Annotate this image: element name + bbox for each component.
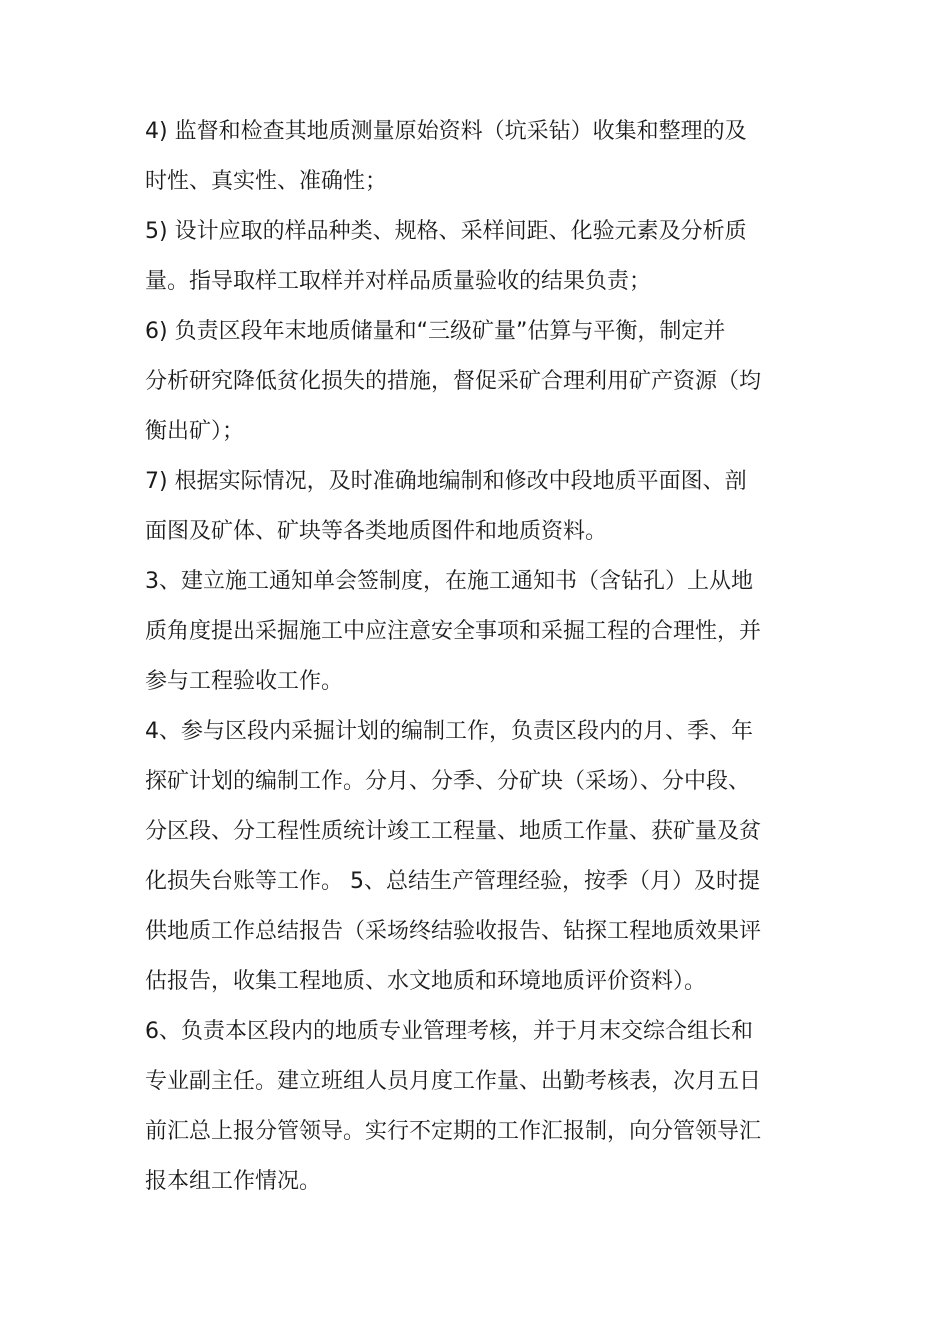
text-line: 6、负责本区段内的地质专业管理考核，并于月末交综合组长和 — [145, 1019, 753, 1044]
text-line: 分区段、分工程性质统计竣工工程量、地质工作量、获矿量及贫 — [145, 819, 762, 844]
text-line: 参与工程验收工作。 — [145, 669, 344, 694]
text-line: 7) 根据实际情况，及时准确地编制和修改中段地质平面图、剖 — [145, 469, 747, 494]
text-line: 分析研究降低贫化损失的措施，督促采矿合理利用矿产资源（均 — [145, 369, 762, 394]
text-line: 前汇总上报分管领导。实行不定期的工作汇报制，向分管领导汇 — [145, 1119, 762, 1144]
text-line: 专业副主任。建立班组人员月度工作量、出勤考核表，次月五日 — [145, 1069, 762, 1094]
text-line: 面图及矿体、矿块等各类地质图件和地质资料。 — [145, 519, 608, 544]
text-line: 估报告，收集工程地质、水文地质和环境地质评价资料）。 — [145, 969, 707, 994]
text-line: 化损失台账等工作。 5、总结生产管理经验，按季（月）及时提 — [145, 869, 760, 894]
text-line: 质角度提出采掘施工中应注意安全事项和采掘工程的合理性，并 — [145, 619, 762, 644]
text-line: 量。指导取样工取样并对样品质量验收的结果负责； — [145, 269, 652, 294]
text-line: 供地质工作总结报告（采场终结验收报告、钻探工程地质效果评 — [145, 919, 762, 944]
text-line: 5) 设计应取的样品种类、规格、采样间距、化验元素及分析质 — [145, 219, 747, 244]
text-line: 时性、真实性、准确性； — [145, 169, 388, 194]
text-line: 4) 监督和检查其地质测量原始资料（坑采钻）收集和整理的及 — [145, 119, 747, 144]
text-line: 4、参与区段内采掘计划的编制工作，负责区段内的月、季、年 — [145, 719, 753, 744]
text-line: 衡出矿）； — [145, 419, 245, 444]
text-line: 报本组工作情况。 — [145, 1169, 322, 1194]
text-line: 6) 负责区段年末地质储量和“三级矿量”估算与平衡，制定并 — [145, 319, 726, 344]
text-line: 探矿计划的编制工作。分月、分季、分矿块（采场）、分中段、 — [145, 769, 751, 794]
document-body — [145, 107, 810, 1207]
text-line: 3、建立施工通知单会签制度，在施工通知书（含钻孔）上从地 — [145, 569, 753, 594]
